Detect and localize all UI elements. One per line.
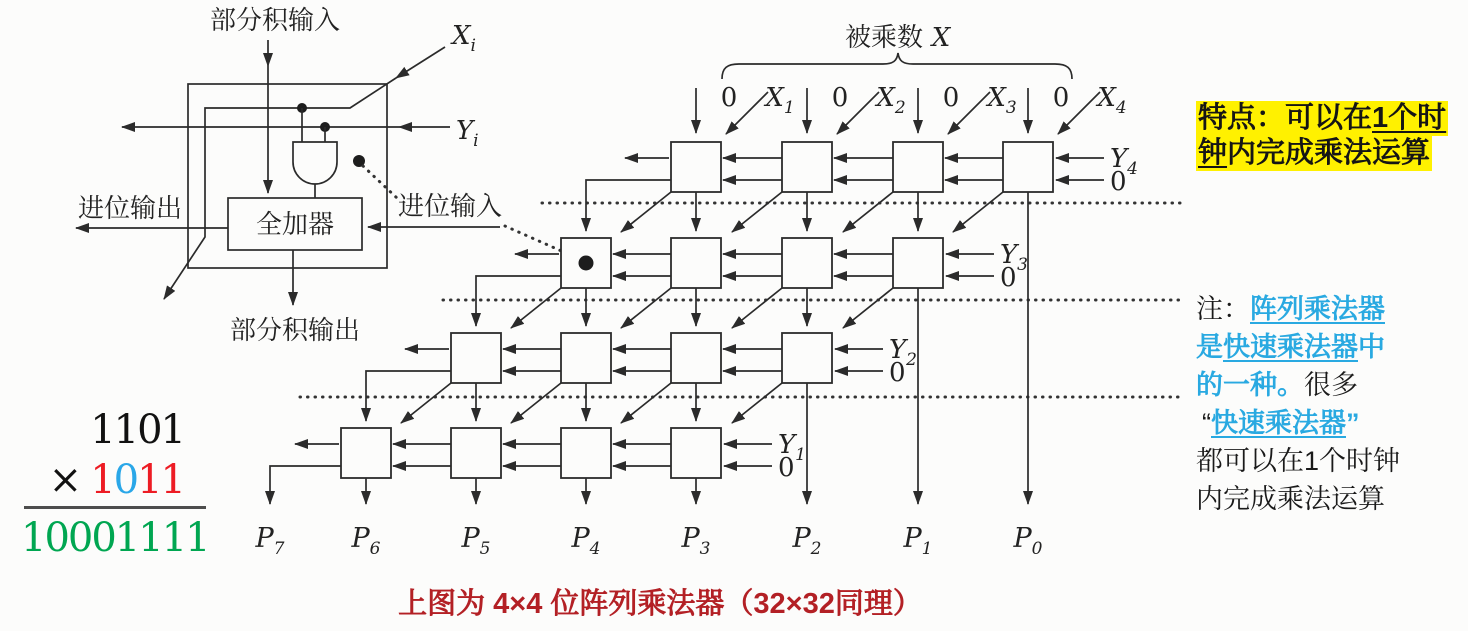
p-output-label: $P_1$ xyxy=(903,523,933,559)
remark-line-2: 是快速乘法器中 xyxy=(1196,332,1385,362)
zero-input-label: 0 xyxy=(1000,263,1017,293)
y-input-label: $Y_3$ xyxy=(1000,240,1028,275)
feature-line-1: 特点：可以在1个时 xyxy=(1198,102,1447,134)
p-output-label: $P_7$ xyxy=(255,523,285,559)
caption: 上图为 4×4 位阵列乘法器（32×32同理） xyxy=(398,588,922,620)
dotted-trail xyxy=(363,166,398,199)
adder-cell xyxy=(1003,142,1053,192)
cell-boundary-box xyxy=(188,84,387,268)
zero-input-label: 0 xyxy=(720,83,738,113)
p-output-label: $P_5$ xyxy=(461,523,491,559)
zero-input-label: 0 xyxy=(778,453,795,483)
feature-line-2: 钟内完成乘法运算 xyxy=(1198,137,1431,169)
carry-in-demo-dot xyxy=(579,256,594,271)
zero-input-label: 0 xyxy=(889,358,906,388)
adder-cell xyxy=(671,428,721,478)
p-output-label: $P_0$ xyxy=(1013,523,1043,559)
adder-cell xyxy=(451,428,501,478)
adder-cell xyxy=(561,428,611,478)
row-separators xyxy=(300,203,1185,397)
x-input-label: $X_2$ xyxy=(876,83,906,118)
x-input-label: $X_4$ xyxy=(1097,83,1127,118)
remark-note xyxy=(1196,290,1400,518)
remark-line-1: 注：阵列乘法器 xyxy=(1196,294,1385,324)
multiplicand-header xyxy=(722,23,1072,79)
multiplier-digit: 0 xyxy=(113,457,138,503)
multiplicand-label: 被乘数 xyxy=(844,23,924,53)
example-rule xyxy=(24,506,206,509)
zero-input-label: 0 xyxy=(942,83,960,113)
zero-input-label: 0 xyxy=(831,83,849,113)
partial-product-out-label: 部分积输出 xyxy=(229,316,361,346)
cell-detail-schematic xyxy=(76,6,575,346)
y-input-label: $Y_2$ xyxy=(889,335,917,370)
adder-cell xyxy=(893,142,943,192)
adder-cell xyxy=(671,238,721,288)
adder-cell xyxy=(671,333,721,383)
multiplier-digit: 1 xyxy=(137,457,161,503)
adder-cell xyxy=(671,142,721,192)
times-sign: × xyxy=(48,457,81,503)
p-output-label: $P_3$ xyxy=(681,523,711,559)
adder-cell xyxy=(782,333,832,383)
example-multiplier-row xyxy=(20,457,184,503)
zero-input-label: 0 xyxy=(1052,83,1070,113)
xi-label: $X_i$ xyxy=(452,21,476,56)
remark-line-6: 内完成乘法运算 xyxy=(1196,484,1385,514)
carry-in-label: 进位输入 xyxy=(397,192,503,222)
adder-cell xyxy=(782,238,832,288)
adder-cell xyxy=(893,238,943,288)
y-input-label: $Y_4$ xyxy=(1110,144,1138,179)
adder-cell xyxy=(341,428,391,478)
and-gate-icon xyxy=(293,142,337,184)
example-multiplicand: 1101 xyxy=(90,407,184,453)
p-output-label: $P_4$ xyxy=(571,523,601,559)
remark-line-4: “快速乘法器” xyxy=(1202,408,1360,438)
adder-cell xyxy=(561,333,611,383)
multiplicand-var: X xyxy=(931,23,951,53)
zero-input-label: 0 xyxy=(1110,167,1127,197)
adder-cell xyxy=(782,142,832,192)
adder-cell-array xyxy=(270,88,1104,504)
multiplier-digit: 1 xyxy=(90,457,114,503)
remark-line-5: 都可以在1个时钟 xyxy=(1196,446,1401,476)
p-output-label: $P_6$ xyxy=(351,523,381,559)
adder-cell xyxy=(451,333,501,383)
x-input-label: $X_3$ xyxy=(987,83,1017,118)
y-input-label: $Y_1$ xyxy=(778,430,806,465)
carry-out-label: 进位输出 xyxy=(77,194,183,224)
multiplier-digit: 1 xyxy=(160,457,184,503)
full-adder-label: 全加器 xyxy=(255,210,335,240)
example-product: 10001111 xyxy=(21,515,209,561)
partial-product-in-label: 部分积输入 xyxy=(209,6,341,36)
remark-line-3: 的一种。很多 xyxy=(1196,370,1358,400)
yi-label: $Y_i$ xyxy=(456,116,479,151)
feature-note xyxy=(1196,101,1448,171)
brace xyxy=(722,53,1072,79)
p-output-label: $P_2$ xyxy=(792,523,822,559)
x-input-label: $X_1$ xyxy=(765,83,795,118)
